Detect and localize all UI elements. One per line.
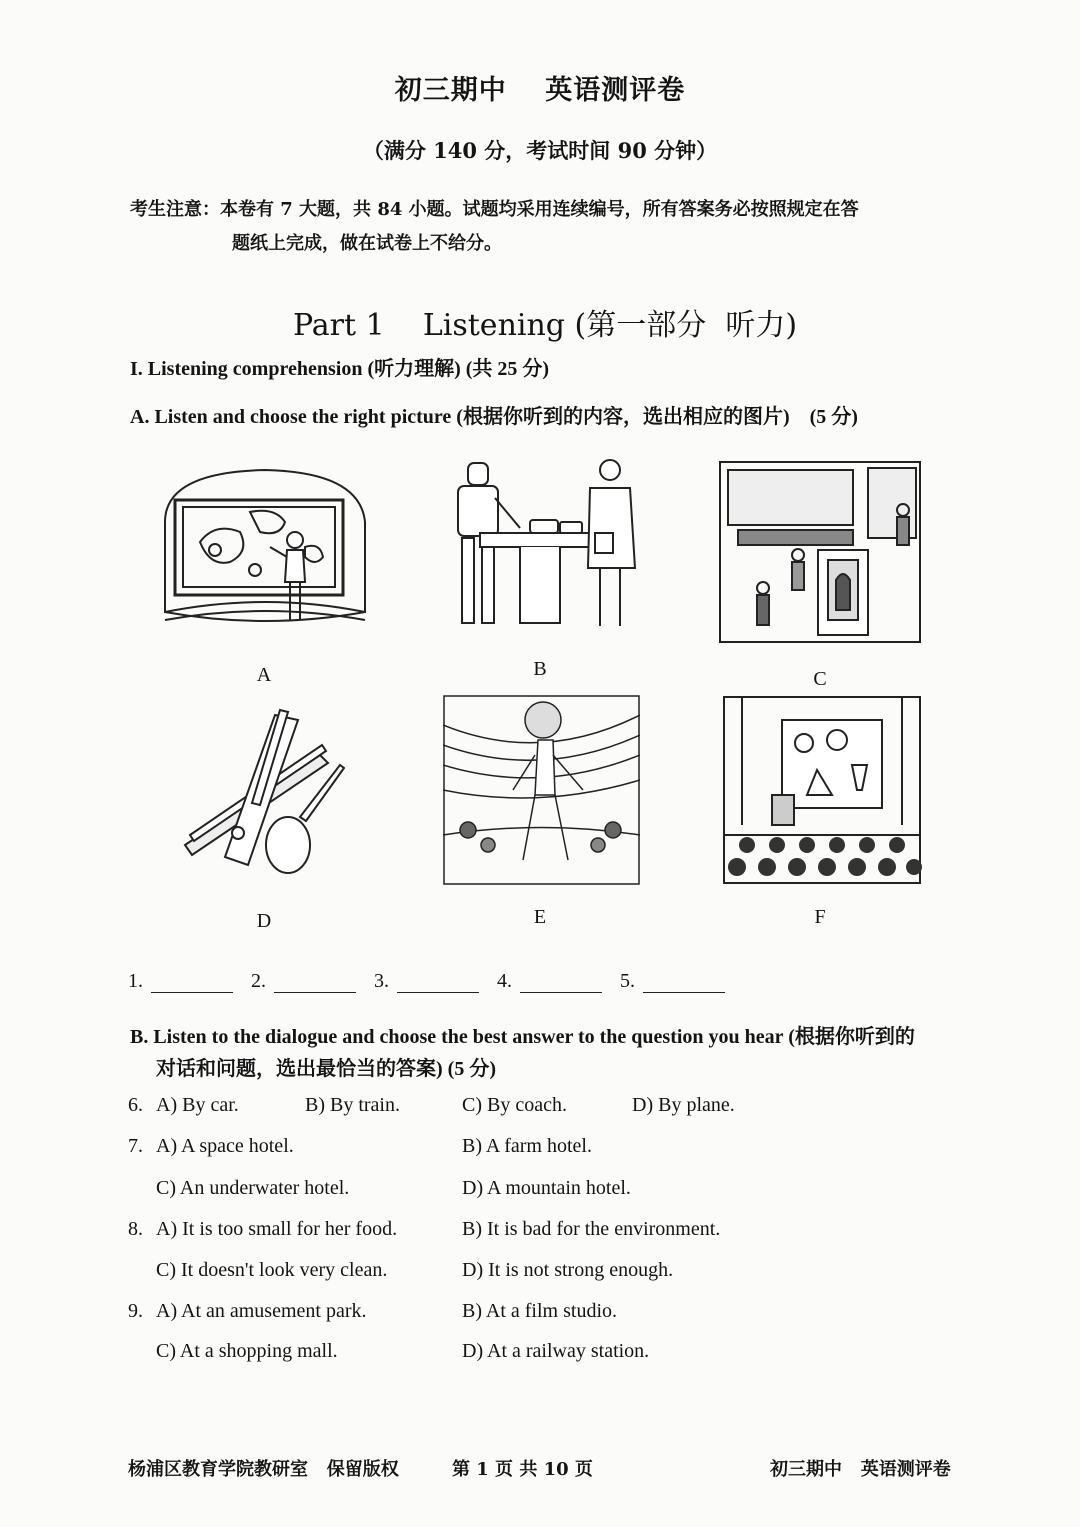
q7-option-d: D) A mountain hotel. — [462, 1177, 631, 1199]
picture-d-chopsticks-spoon — [180, 705, 345, 875]
picture-label-c: C — [813, 668, 827, 690]
q8-option-b: B) It is bad for the environment. — [462, 1218, 721, 1240]
answer-blank-1[interactable] — [128, 970, 233, 993]
answer-blank-4[interactable] — [497, 970, 602, 993]
q9-option-b: B) At a film studio. — [462, 1300, 617, 1322]
picture-c-museum — [718, 460, 923, 645]
blank-number: 4. — [497, 970, 512, 992]
q9-option-c: C) At a shopping mall. — [156, 1340, 338, 1362]
picture-label-e: E — [533, 906, 547, 928]
question-number-8: 8. — [128, 1218, 143, 1240]
picture-b-robot-kitchen — [440, 458, 640, 633]
picture-e-robot-show — [443, 695, 640, 885]
q7-option-c: C) An underwater hotel. — [156, 1177, 350, 1199]
blank-number: 1. — [128, 970, 143, 992]
q9-option-a: A) At an amusement park. — [156, 1300, 367, 1322]
question-number-9: 9. — [128, 1300, 143, 1322]
notice-line-1: 考生注意：本卷有 7 大题，共 84 小题。试题均采用连续编号，所有答案务必按照规定在答 — [130, 199, 859, 220]
title-grade: 初三期中 — [394, 75, 507, 106]
footer-copyright: 杨浦区教育学院教研室 保留版权 — [128, 1459, 399, 1480]
picture-label-f: F — [814, 906, 826, 928]
page-title — [0, 68, 1080, 107]
q6-option-a: A) By car. — [156, 1094, 239, 1116]
title-subject: 英语测评卷 — [545, 75, 686, 106]
q7-option-b: B) A farm hotel. — [462, 1135, 592, 1157]
part-title: Part 1 Listening (第一部分 听力) — [292, 308, 798, 343]
picture-label-b: B — [533, 658, 547, 680]
picture-f-science-lecture — [722, 695, 922, 885]
section-b-heading-line-2: 对话和问题，选出最恰当的答案) (5 分) — [156, 1058, 496, 1080]
footer-page-number: 第 1 页 共 10 页 — [452, 1459, 593, 1480]
blank-number: 3. — [374, 970, 389, 992]
q6-option-b: B) By train. — [305, 1094, 400, 1116]
q8-option-a: A) It is too small for her food. — [156, 1218, 398, 1240]
blank-number: 5. — [620, 970, 635, 992]
question-number-7: 7. — [128, 1135, 143, 1157]
q9-option-d: D) At a railway station. — [462, 1340, 650, 1362]
answer-blank-5[interactable] — [620, 970, 725, 993]
page-subtitle: （满分 140 分，考试时间 90 分钟） — [362, 138, 718, 163]
answer-blank-3[interactable] — [374, 970, 479, 993]
q6-option-d: D) By plane. — [632, 1094, 735, 1116]
footer-exam-title: 初三期中 英语测评卷 — [770, 1459, 951, 1480]
answer-blank-2[interactable] — [251, 970, 356, 993]
picture-a-weather-presenter — [155, 462, 370, 632]
q7-option-a: A) A space hotel. — [156, 1135, 294, 1157]
section-a-heading: A. Listen and choose the right picture (根据你听到的内容，选出相应的图片) (5 分) — [130, 406, 858, 428]
q8-option-d: D) It is not strong enough. — [462, 1259, 674, 1281]
section-i-heading: I. Listening comprehension (听力理解) (共 25 分) — [130, 358, 550, 380]
notice-line-2: 题纸上完成，做在试卷上不给分。 — [232, 233, 502, 254]
blank-number: 2. — [251, 970, 266, 992]
q8-option-c: C) It doesn't look very clean. — [156, 1259, 388, 1281]
picture-label-d: D — [256, 910, 272, 932]
exam-notice — [130, 193, 970, 261]
q6-option-c: C) By coach. — [462, 1094, 567, 1116]
section-b-heading-line-1: B. Listen to the dialogue and choose the best answer to the question you hear (根据你听到的 — [130, 1026, 915, 1048]
answer-blanks — [128, 970, 743, 993]
picture-label-a: A — [256, 664, 272, 686]
question-number-6: 6. — [128, 1094, 143, 1116]
